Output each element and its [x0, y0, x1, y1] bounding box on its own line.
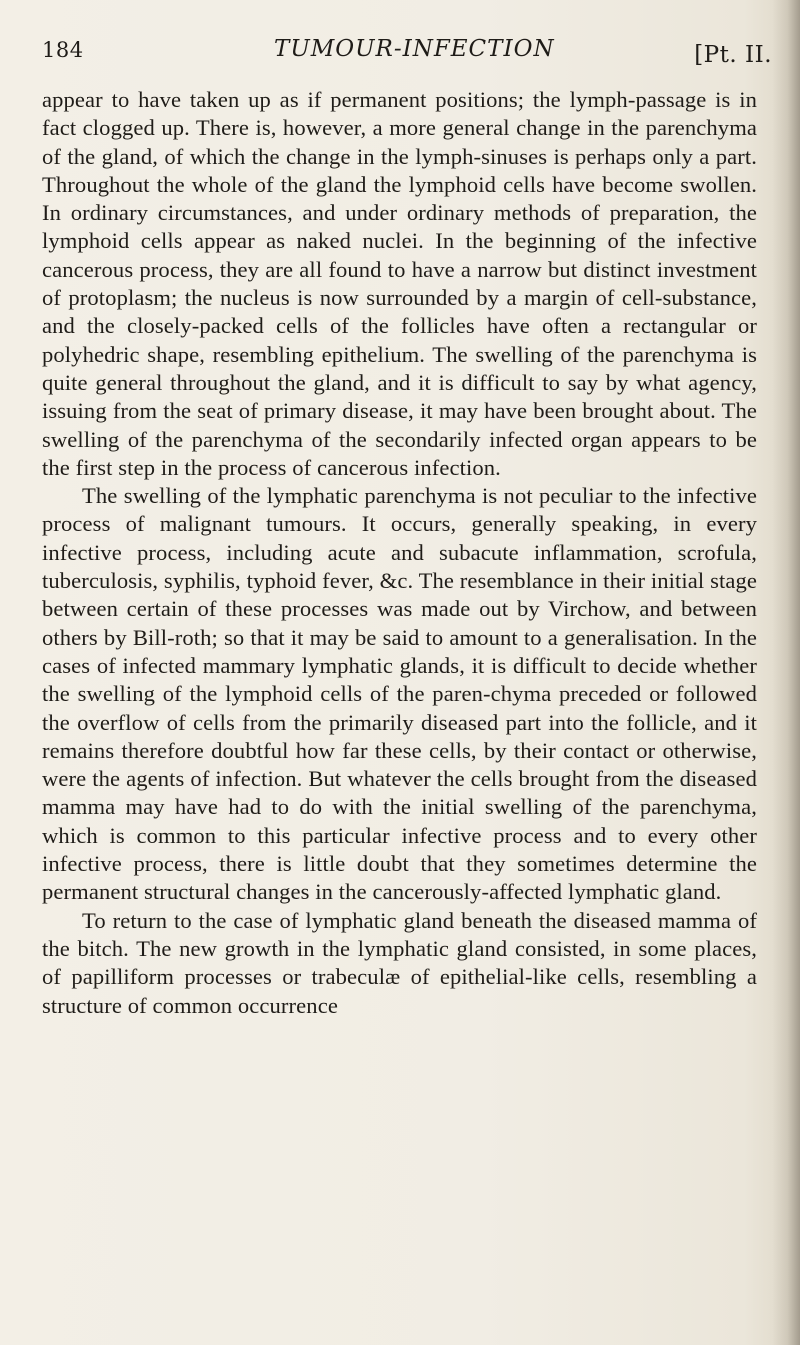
running-header — [42, 30, 772, 74]
paragraph-continued: appear to have taken up as if permanent positions; the lymph-passage is in fact clogged up. There is, however, a more general change in the parenchyma of the gland, of which the change in the lymph-sinuses is perhaps only a part. Throughout the whole of the gland the lymphoid cells have become swollen. In ordinary circumstances, and under ordinary methods of preparation, the lymphoid cells appear as naked nuclei. In the beginning of the infective cancerous process, they are all found to have a narrow but distinct investment of protoplasm; the nucleus is now surrounded by a margin of cell-substance, and the closely-packed cells of the follicles have often a rectangular or polyhedric shape, resembling epithelium. The swelling of the parenchyma is quite general throughout the gland, and it is difficult to say by what agency, issuing from the seat of primary disease, it may have been brought about. The swelling of the parenchyma of the secondarily infected organ appears to be the first step in the process of cancerous infection. — [42, 87, 757, 480]
body-text — [42, 86, 757, 1020]
running-title: TUMOUR-INFECTION — [274, 36, 555, 62]
page-number: 184 — [42, 38, 84, 62]
page-edge-shadow — [772, 0, 800, 1345]
paragraph: The swelling of the lymphatic parenchyma is not peculiar to the infective process of malignant tumours. It occurs, generally speaking, in every infective process, including acute and subacute inflammation, scrofula, tuberculosis, syphilis, typhoid fever, &c. The resemblance in their initial stage between certain of these processes was made out by Virchow, and between others by Bill-roth; so that it may be said to amount to a generalisation. In the cases of infected mammary lymphatic glands, it is difficult to decide whether the swelling of the lymphoid cells of the paren-chyma preceded or followed the overflow of cells from the primarily diseased part into the follicle, and it remains therefore doubtful how far these cells, by their contact or otherwise, were the agents of infection. But whatever the cells brought from the diseased mamma may have had to do with the initial swelling of the parenchyma, which is common to this particular infective process and to every other infective process, there is little doubt that they sometimes determine the permanent structural changes in the cancerously-affected lymphatic gland. — [42, 483, 757, 905]
part-label: [Pt. II. — [694, 42, 772, 68]
paragraph: To return to the case of lymphatic gland beneath the diseased mamma of the bitch. The new growth in the lymphatic gland consisted, in some places, of papilliform processes or trabeculæ of epithelial-like cells, resembling a structure of common occurrence — [42, 907, 757, 1018]
